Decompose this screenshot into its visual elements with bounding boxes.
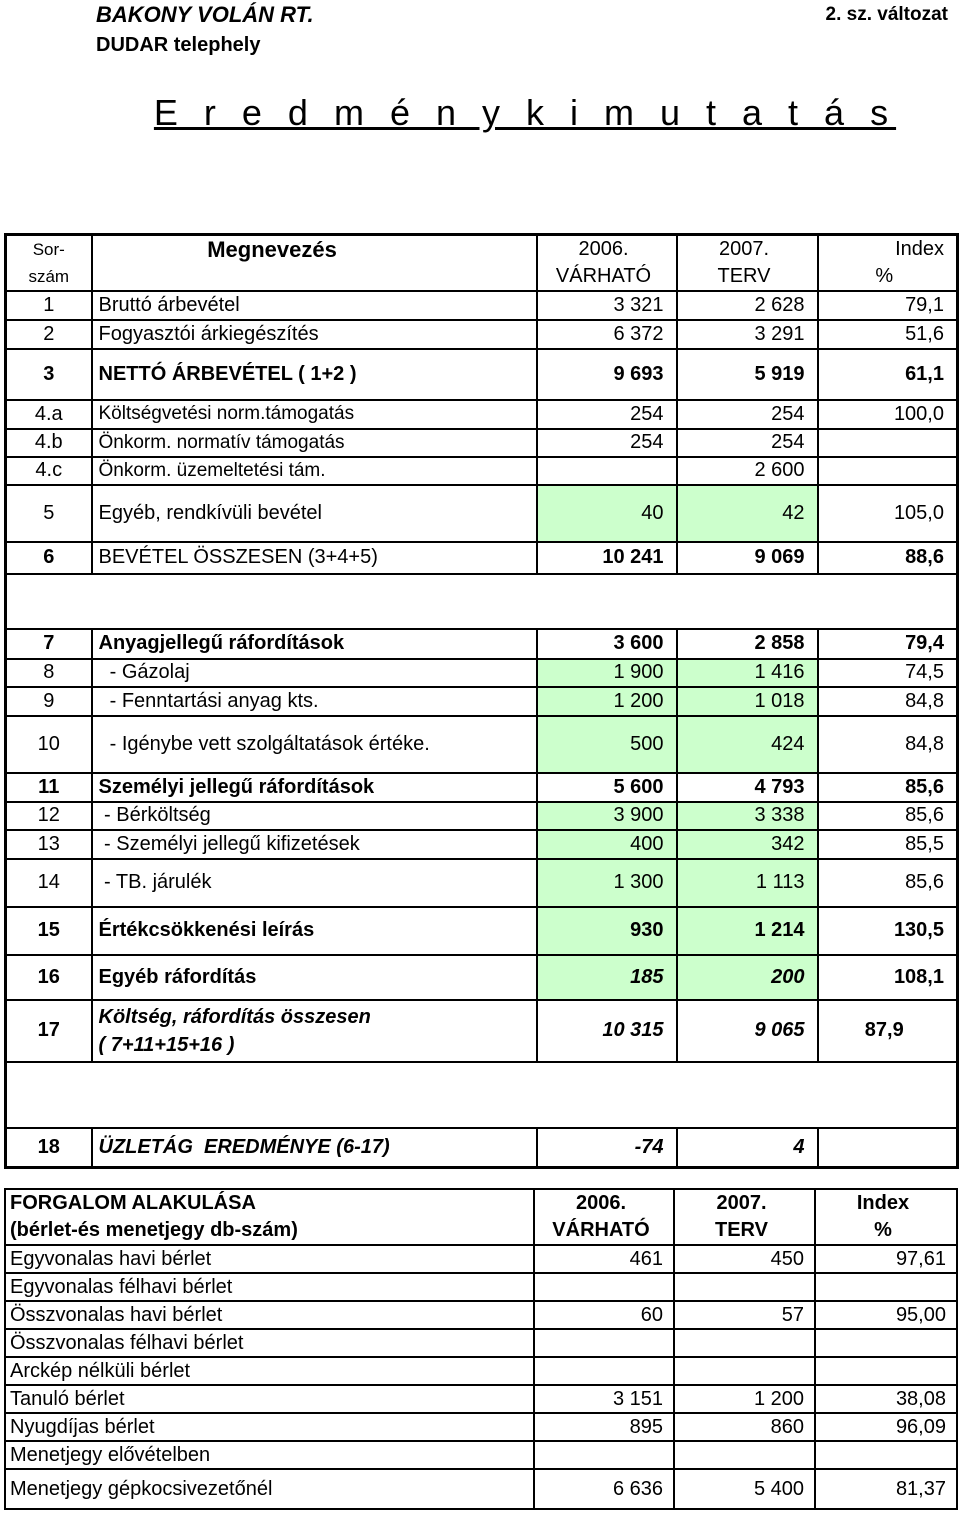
value-2006 — [534, 1357, 674, 1385]
value-2007: 42 — [677, 485, 818, 542]
value-2006 — [537, 457, 677, 485]
row-number: 18 — [6, 1128, 92, 1168]
row-number: 11 — [6, 773, 92, 802]
value-2006: 930 — [537, 907, 677, 955]
value-2007 — [674, 1441, 815, 1469]
value-2006 — [534, 1273, 674, 1301]
value-2006: -74 — [537, 1128, 677, 1168]
value-2006: 6 636 — [534, 1469, 674, 1509]
value-2007: 860 — [674, 1413, 815, 1441]
row-name: Költség, ráfordítás összesen ( 7+11+15+16 ) — [92, 1000, 537, 1062]
value-2007: 1 018 — [677, 687, 818, 716]
value-2007: 1 214 — [677, 907, 818, 955]
table-row — [5, 1385, 957, 1413]
index-value — [815, 1441, 957, 1469]
row-name: Egyvonalas félhavi bérlet — [5, 1273, 534, 1301]
row-name: Költségvetési norm.támogatás — [92, 400, 537, 429]
value-2007: 57 — [674, 1301, 815, 1329]
row-name: Egyéb, rendkívüli bevétel — [92, 485, 537, 542]
header-cell: % — [818, 264, 958, 291]
value-2006: 461 — [534, 1245, 674, 1273]
table-row — [5, 1441, 957, 1469]
value-2006: 10 241 — [537, 542, 677, 574]
table-row — [5, 1273, 957, 1301]
row-number: 9 — [6, 687, 92, 716]
value-2006: 185 — [537, 955, 677, 1000]
traffic-table — [4, 1188, 958, 1510]
row-name: Összvonalas havi bérlet — [5, 1301, 534, 1329]
value-2007: 1 113 — [677, 859, 818, 907]
value-2007: 9 069 — [677, 542, 818, 574]
index-value: 95,00 — [815, 1301, 957, 1329]
table-row — [5, 1413, 957, 1441]
row-number: 14 — [6, 859, 92, 907]
table-row — [6, 773, 958, 802]
index-value — [815, 1329, 957, 1357]
row-name: Személyi jellegű ráfordítások — [92, 773, 537, 802]
index-value: 51,6 — [818, 320, 958, 349]
value-2006: 40 — [537, 485, 677, 542]
value-2006: 1 200 — [537, 687, 677, 716]
value-2007 — [674, 1357, 815, 1385]
table-row — [6, 349, 958, 400]
value-2007: 424 — [677, 716, 818, 773]
value-2006 — [534, 1329, 674, 1357]
row-name: Egyvonalas havi bérlet — [5, 1245, 534, 1273]
row-name: - Bérköltség — [92, 802, 537, 830]
row-name: Önkorm. üzemeltetési tám. — [92, 457, 537, 485]
table-row — [6, 542, 958, 574]
value-2006: 3 151 — [534, 1385, 674, 1413]
table-row — [6, 457, 958, 485]
header-cell: TERV — [677, 264, 818, 291]
table-row — [6, 485, 958, 542]
table-row — [6, 291, 958, 320]
index-value: 105,0 — [818, 485, 958, 542]
value-2006: 254 — [537, 429, 677, 457]
index-value: 130,5 — [818, 907, 958, 955]
table-header-row — [5, 1189, 957, 1217]
header-cell: VÁRHATÓ — [537, 264, 677, 291]
value-2007: 2 600 — [677, 457, 818, 485]
row-name: BEVÉTEL ÖSSZESEN (3+4+5) — [92, 542, 537, 574]
header-cell: 2006. — [537, 235, 677, 264]
spacer-cell — [6, 574, 958, 629]
index-value: 85,6 — [818, 802, 958, 830]
value-2007: 200 — [677, 955, 818, 1000]
table-row — [6, 400, 958, 429]
table-row — [6, 907, 958, 955]
value-2006: 895 — [534, 1413, 674, 1441]
value-2006: 10 315 — [537, 1000, 677, 1062]
row-name: Fogyasztói árkiegészítés — [92, 320, 537, 349]
header-cell: Index — [815, 1189, 957, 1217]
index-value: 38,08 — [815, 1385, 957, 1413]
row-number: 17 — [6, 1000, 92, 1062]
value-2006: 1 300 — [537, 859, 677, 907]
row-name: Tanuló bérlet — [5, 1385, 534, 1413]
table-header-row — [6, 235, 958, 264]
header-cell: 2007. — [677, 235, 818, 264]
site-name: DUDAR telephely — [96, 34, 261, 56]
row-name: ÜZLETÁG EREDMÉNYE (6-17) — [92, 1128, 537, 1168]
row-name: Egyéb ráfordítás — [92, 955, 537, 1000]
row-name: Menetjegy elővételben — [5, 1441, 534, 1469]
header-cell: TERV — [674, 1217, 815, 1245]
row-name: Nyugdíjas bérlet — [5, 1413, 534, 1441]
value-2007: 342 — [677, 830, 818, 859]
index-value: 84,8 — [818, 687, 958, 716]
table-row — [6, 830, 958, 859]
row-number: 6 — [6, 542, 92, 574]
row-number: 2 — [6, 320, 92, 349]
index-value: 81,37 — [815, 1469, 957, 1509]
table-row — [6, 802, 958, 830]
index-value: 84,8 — [818, 716, 958, 773]
table-row — [6, 687, 958, 716]
table-row — [6, 859, 958, 907]
value-2006: 60 — [534, 1301, 674, 1329]
value-2007: 4 — [677, 1128, 818, 1168]
header-cell: 2006. — [534, 1189, 674, 1217]
table-row — [6, 629, 958, 659]
value-2006 — [534, 1441, 674, 1469]
table-row — [5, 1301, 957, 1329]
index-value: 79,4 — [818, 629, 958, 659]
value-2007: 2 628 — [677, 291, 818, 320]
table-row — [5, 1245, 957, 1273]
index-value — [818, 429, 958, 457]
value-2006: 5 600 — [537, 773, 677, 802]
value-2007: 1 200 — [674, 1385, 815, 1413]
index-value: 87,9 — [818, 1000, 958, 1062]
value-2006: 400 — [537, 830, 677, 859]
spacer-row — [6, 574, 958, 629]
row-name: NETTÓ ÁRBEVÉTEL ( 1+2 ) — [92, 349, 537, 400]
row-number: 5 — [6, 485, 92, 542]
table-row — [6, 320, 958, 349]
row-number: 8 — [6, 659, 92, 687]
header-cell: 2007. — [674, 1189, 815, 1217]
spacer-row — [6, 1062, 958, 1128]
row-name: - TB. járulék — [92, 859, 537, 907]
value-2007: 2 858 — [677, 629, 818, 659]
row-number: 16 — [6, 955, 92, 1000]
index-value: 85,6 — [818, 859, 958, 907]
index-value: 96,09 — [815, 1413, 957, 1441]
index-value — [815, 1357, 957, 1385]
header-cell: Megnevezés — [92, 235, 537, 264]
row-number: 4.c — [6, 457, 92, 485]
index-value: 100,0 — [818, 400, 958, 429]
row-number: 3 — [6, 349, 92, 400]
table-row — [5, 1329, 957, 1357]
value-2007: 5 400 — [674, 1469, 815, 1509]
value-2007: 4 793 — [677, 773, 818, 802]
row-name: - Fenntartási anyag kts. — [92, 687, 537, 716]
value-2006: 6 372 — [537, 320, 677, 349]
table-row — [6, 429, 958, 457]
table-row — [6, 955, 958, 1000]
index-value — [815, 1273, 957, 1301]
row-number: 7 — [6, 629, 92, 659]
value-2007 — [674, 1273, 815, 1301]
value-2006: 1 900 — [537, 659, 677, 687]
income-statement-table — [4, 233, 959, 1169]
header-cell: VÁRHATÓ — [534, 1217, 674, 1245]
row-number: 12 — [6, 802, 92, 830]
header-cell: (bérlet-és menetjegy db-szám) — [5, 1217, 534, 1245]
table-row — [5, 1469, 957, 1509]
table-row — [6, 1128, 958, 1168]
value-2006: 9 693 — [537, 349, 677, 400]
table-row — [6, 1000, 958, 1062]
value-2007: 3 338 — [677, 802, 818, 830]
value-2007: 254 — [677, 429, 818, 457]
row-number: 1 — [6, 291, 92, 320]
value-2006: 500 — [537, 716, 677, 773]
row-name: - Személyi jellegű kifizetések — [92, 830, 537, 859]
table-row — [6, 716, 958, 773]
header-cell: Index — [818, 235, 958, 264]
row-name: Összvonalas félhavi bérlet — [5, 1329, 534, 1357]
row-name: - Gázolaj — [92, 659, 537, 687]
row-name: - Igénybe vett szolgáltatások értéke. — [92, 716, 537, 773]
header-cell: szám — [6, 264, 92, 291]
version-label: 2. sz. változat — [825, 4, 948, 25]
index-value: 97,61 — [815, 1245, 957, 1273]
header-cell: FORGALOM ALAKULÁSA — [5, 1189, 534, 1217]
row-number: 10 — [6, 716, 92, 773]
index-value: 85,5 — [818, 830, 958, 859]
row-name: Anyagjellegű ráfordítások — [92, 629, 537, 659]
index-value: 79,1 — [818, 291, 958, 320]
header-cell — [92, 264, 537, 291]
row-number: 4.a — [6, 400, 92, 429]
row-name: Értékcsökkenési leírás — [92, 907, 537, 955]
row-name: Menetjegy gépkocsivezetőnél — [5, 1469, 534, 1509]
index-value — [818, 1128, 958, 1168]
row-name: Önkorm. normatív támogatás — [92, 429, 537, 457]
value-2007: 450 — [674, 1245, 815, 1273]
index-value: 85,6 — [818, 773, 958, 802]
index-value: 74,5 — [818, 659, 958, 687]
table-row — [5, 1357, 957, 1385]
index-value: 88,6 — [818, 542, 958, 574]
value-2007: 5 919 — [677, 349, 818, 400]
value-2007: 1 416 — [677, 659, 818, 687]
value-2006: 3 900 — [537, 802, 677, 830]
value-2007: 254 — [677, 400, 818, 429]
row-number: 15 — [6, 907, 92, 955]
table-row — [6, 659, 958, 687]
index-value: 108,1 — [818, 955, 958, 1000]
value-2007: 3 291 — [677, 320, 818, 349]
row-number: 13 — [6, 830, 92, 859]
value-2007 — [674, 1329, 815, 1357]
header-cell: Sor- — [6, 235, 92, 264]
table-header-row — [6, 264, 958, 291]
row-number: 4.b — [6, 429, 92, 457]
table-header-row — [5, 1217, 957, 1245]
index-value: 61,1 — [818, 349, 958, 400]
row-name: Arckép nélküli bérlet — [5, 1357, 534, 1385]
value-2006: 3 600 — [537, 629, 677, 659]
spacer-cell — [6, 1062, 958, 1128]
header-cell: % — [815, 1217, 957, 1245]
document-title: E r e d m é n y k i m u t a t á s — [153, 92, 897, 133]
value-2006: 3 321 — [537, 291, 677, 320]
value-2007: 9 065 — [677, 1000, 818, 1062]
row-name: Bruttó árbevétel — [92, 291, 537, 320]
index-value — [818, 457, 958, 485]
value-2006: 254 — [537, 400, 677, 429]
company-name: BAKONY VOLÁN RT. — [96, 2, 314, 27]
